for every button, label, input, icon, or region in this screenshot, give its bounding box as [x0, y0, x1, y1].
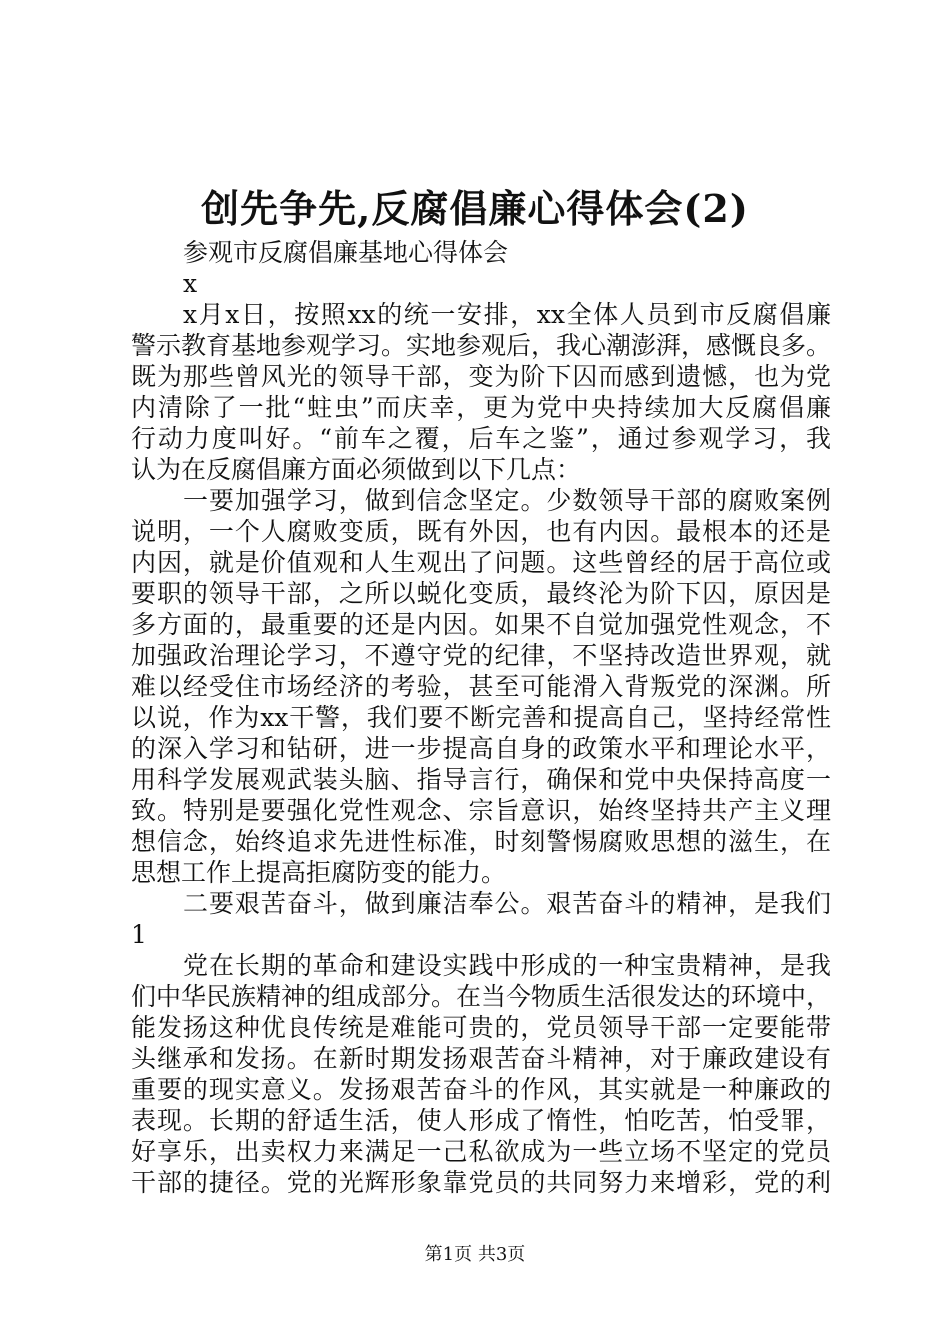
text-line: 思想工作上提高拒腐防变的能力。	[131, 858, 507, 887]
text-line: 说明，一个人腐败变质，既有外因，也有内因。最根本的还是	[131, 517, 831, 546]
text-line: 一要加强学习，做到信念坚定。少数领导干部的腐败案例	[183, 486, 831, 515]
text-line: 党在长期的革命和建设实践中形成的一种宝贵精神，是我	[183, 951, 831, 980]
text-line: 行动力度叫好。“前车之覆，后车之鉴”，通过参观学习，我	[131, 424, 831, 453]
subtitle-line: 参观市反腐倡廉基地心得体会	[183, 238, 509, 267]
text-line: 难以经受住市场经济的考验，甚至可能滑入背叛党的深渊。所	[131, 672, 831, 701]
text-line: 致。特别是要强化党性观念、宗旨意识，始终坚持共产主义理	[131, 796, 831, 825]
text-line: 头继承和发扬。在新时期发扬艰苦奋斗精神，对于廉政建设有	[131, 1044, 831, 1073]
text-line: 重要的现实意义。发扬艰苦奋斗的作风，其实就是一种廉政的	[131, 1075, 831, 1104]
text-line: 干部的捷径。党的光辉形象靠党员的共同努力来增彩，党的利	[131, 1168, 831, 1197]
document-title: 创先争先,反腐倡廉心得体会(2)	[201, 186, 749, 231]
text-line: 好享乐，出卖权力来满足一己私欲成为一些立场不坚定的党员	[131, 1137, 831, 1166]
text-line: 多方面的，最重要的还是内因。如果不自觉加强党性观念，不	[131, 610, 831, 639]
text-line: 要职的领导干部，之所以蜕化变质，最终沦为阶下囚，原因是	[131, 579, 831, 608]
text-line: 们中华民族精神的组成部分。在当今物质生活很发达的环境中，	[131, 982, 832, 1011]
text-line: 加强政治理论学习，不遵守党的纪律，不坚持改造世界观，就	[131, 641, 831, 670]
text-line: 既为那些曾风光的领导干部，变为阶下囚而感到遗憾，也为党	[131, 362, 831, 391]
text-line: 二要艰苦奋斗，做到廉洁奉公。艰苦奋斗的精神，是我们	[183, 889, 831, 918]
text-line: 内因，就是价值观和人生观出了问题。这些曾经的居于高位或	[131, 548, 831, 577]
page-footer: 第1页 共3页	[424, 1244, 526, 1265]
text-line: x	[183, 269, 198, 298]
text-line: x月x日，按照xx的统一安排，xx全体人员到市反腐倡廉	[183, 300, 831, 329]
text-line: 表现。长期的舒适生活，使人形成了惰性，怕吃苦，怕受罪，	[131, 1106, 831, 1135]
text-line: 想信念，始终追求先进性标准，时刻警惕腐败思想的滋生，在	[131, 827, 831, 856]
text-line: 以说，作为xx干警，我们要不断完善和提高自己，坚持经常性	[131, 703, 831, 732]
text-line: 的深入学习和钻研，进一步提高自身的政策水平和理论水平，	[131, 734, 831, 763]
text-line: 认为在反腐倡廉方面必须做到以下几点：	[131, 455, 582, 484]
text-line: 用科学发展观武装头脑、指导言行，确保和党中央保持高度一	[131, 765, 831, 794]
text-line: 内清除了一批“蛀虫”而庆幸，更为党中央持续加大反腐倡廉	[131, 393, 831, 422]
page-break-number: 1	[131, 920, 147, 949]
text-line: 能发扬这种优良传统是难能可贵的，党员领导干部一定要能带	[131, 1013, 831, 1042]
text-line: 警示教育基地参观学习。实地参观后，我心潮澎湃，感慨良多。	[131, 331, 832, 360]
